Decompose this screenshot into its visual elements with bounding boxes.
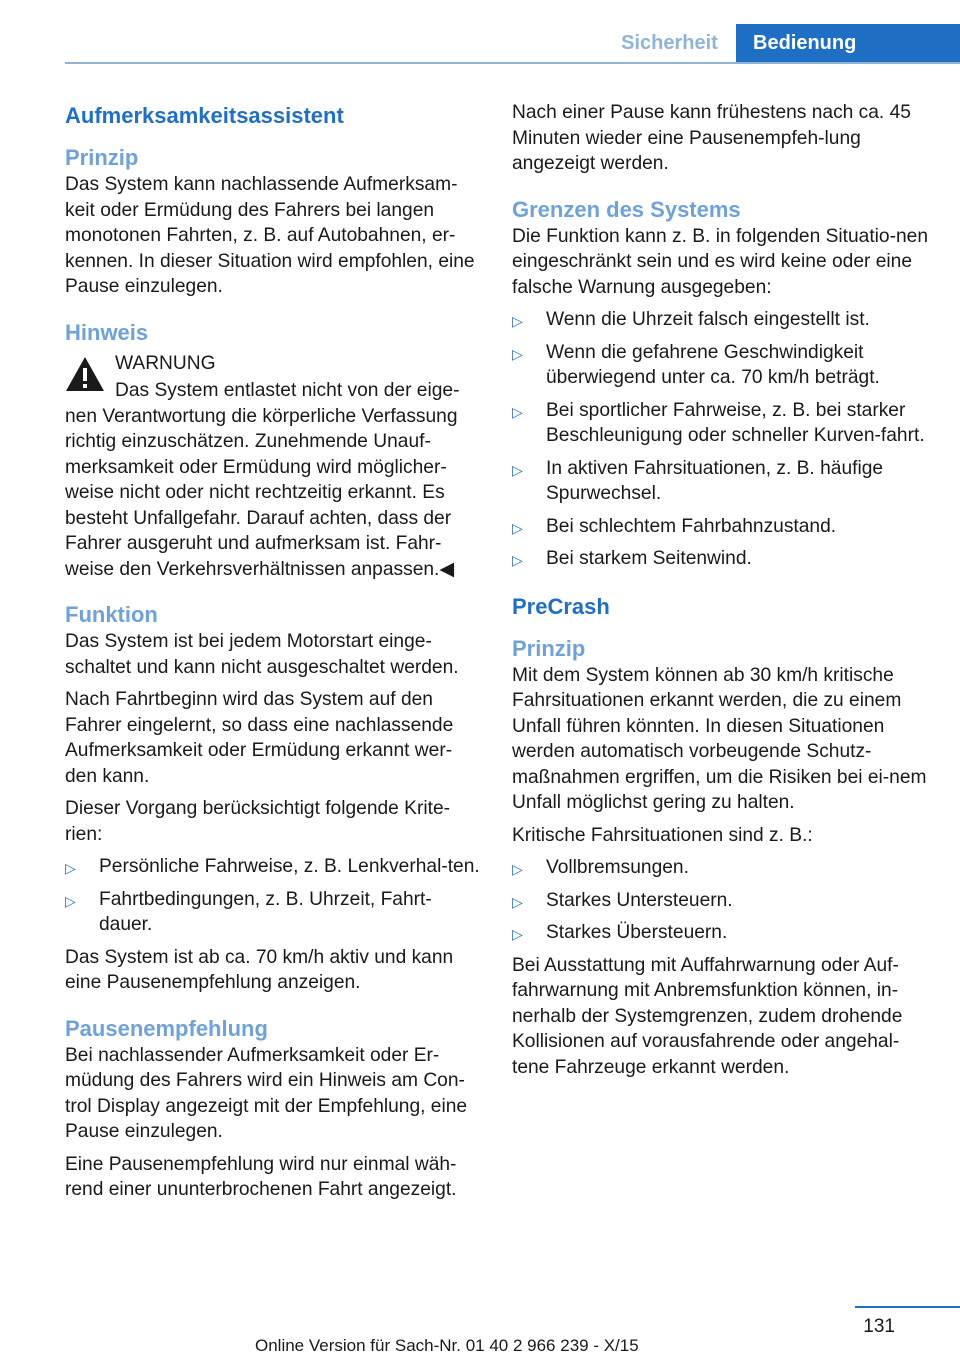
critical-list xyxy=(512,855,932,946)
subheading-prinzip: Prinzip xyxy=(65,145,139,170)
final-paragraph: Bei Ausstattung mit Auffahrwarnung oder Auf-fahrwarnung mit Anbremsfunktion können, in-nerhalb der Systemgrenzen, zudem drohende Kollisionen auf vorausfahrende oder angehal-tene Fahrzeuge erkannt werden. xyxy=(512,954,903,1078)
list-item: ▷ Bei sportlicher Fahrweise, z. B. bei starker Beschleunigung oder schneller Kurven-fahrt. xyxy=(512,399,925,446)
subheading-pausenempfehlung: Pausenempfehlung xyxy=(65,1015,268,1041)
header-rule xyxy=(65,62,960,64)
triangle-bullet-icon: ▷ xyxy=(512,461,523,478)
prinzip-paragraph: Das System kann nachlassende Aufmerksam-keit oder Ermüdung des Fahrers bei langen monotonen Fahrten, z. B. auf Autobahnen, er-kennen. In dieser Situation wird empfohlen, eine Pause einzulegen. xyxy=(65,174,475,297)
precrash-prinzip-paragraph: Mit dem System können ab 30 km/h kritische Fahrsituationen erkannt werden, die zu einem Unfall führen könnten. In diesen Situationen werden automatisch vorbeugende Schutz-maßnahmen ergriffen, um die Risiken bei ei-nem Unfall möglichst gering zu halten. xyxy=(512,664,927,813)
limits-list xyxy=(512,307,932,572)
subheading-grenzen: Grenzen des Systems xyxy=(512,196,741,222)
triangle-bullet-icon: ▷ xyxy=(512,926,523,942)
section-title-precrash: PreCrash xyxy=(512,593,610,619)
pause-paragraph-1: Bei nachlassender Aufmerksamkeit oder Er-müdung des Fahrers wird ein Hinweis am Con-trol Display angezeigt mit der Empfehlung, eine Pause einzulegen. xyxy=(65,1044,468,1142)
funktion-paragraph-4: Das System ist ab ca. 70 km/h aktiv und kann eine Pausenempfehlung anzeigen. xyxy=(65,946,454,993)
footer-rule xyxy=(855,1306,960,1308)
warning-text: nen Verantwortung die körperliche Verfassung richtig einzuschätzen. Zunehmende Unauf-merksamkeit oder Ermüdung wird möglicher-weise nicht oder nicht rechtzeitig erkannt. Es besteht Unfallgefahr. Darauf achten, dass der Fahrer ausgeruht und aufmerksam ist. Fahr-weise den Verkehrsverhältnissen anpassen.◀ xyxy=(65,405,458,580)
triangle-bullet-icon: ▷ xyxy=(65,860,76,876)
section-title-aufmerksamkeitsassistent: Aufmerksamkeitsassistent xyxy=(65,103,344,128)
triangle-bullet-icon: ▷ xyxy=(512,345,523,362)
list-item: ▷ Persönliche Fahrweise, z. B. Lenkverhal-ten. xyxy=(65,854,480,880)
warning-first-line: Das System entlastet nicht von der eige- xyxy=(115,380,460,401)
triangle-bullet-icon: ▷ xyxy=(512,552,523,568)
warning-block xyxy=(65,351,480,404)
triangle-bullet-icon: ▷ xyxy=(512,313,523,329)
page-number: 131 xyxy=(863,1316,895,1337)
triangle-bullet-icon: ▷ xyxy=(512,893,523,910)
warning-triangle-icon xyxy=(65,356,105,400)
grenzen-paragraph: Die Funktion kann z. B. in folgenden Situatio-nen eingeschränkt sein und es wird keine oder eine falsche Warnung ausgegeben: xyxy=(512,225,928,298)
subheading-prinzip-precrash: Prinzip xyxy=(512,635,586,661)
funktion-paragraph-3: Dieser Vorgang berücksichtigt folgende Krite-rien: xyxy=(65,798,451,845)
kritisch-paragraph: Kritische Fahrsituationen sind z. B.: xyxy=(512,824,813,846)
list-item: ▷ Starkes Untersteuern. xyxy=(512,888,932,914)
triangle-bullet-icon: ▷ xyxy=(65,892,76,909)
list-item: ▷ Bei schlechtem Fahrbahnzustand. xyxy=(512,514,932,540)
pause-paragraph-3: Nach einer Pause kann frühestens nach ca. 45 Minuten wieder eine Pausenempfeh-lung angezeigt werden. xyxy=(512,102,911,174)
right-column xyxy=(512,100,932,1087)
warning-label: WARNUNG xyxy=(115,352,216,374)
list-item: ▷ Bei starkem Seitenwind. xyxy=(512,546,932,572)
funktion-paragraph-1: Das System ist bei jedem Motorstart einge-schaltet und kann nicht ausgeschaltet werden. xyxy=(65,631,459,678)
triangle-bullet-icon: ▷ xyxy=(512,861,523,877)
tab-sicherheit[interactable]: Sicherheit xyxy=(621,32,718,54)
list-item: ▷ Wenn die gefahrene Geschwindigkeit überwiegend unter ca. 70 km/h beträgt. xyxy=(512,341,880,388)
left-column xyxy=(65,100,480,1210)
list-item: ▷ Wenn die Uhrzeit falsch eingestellt ist. xyxy=(512,307,932,333)
pause-paragraph-2: Eine Pausenempfehlung wird nur einmal wäh-rend einer ununterbrochenen Fahrt angezeigt. xyxy=(65,1153,457,1200)
subheading-hinweis: Hinweis xyxy=(65,319,149,345)
funktion-paragraph-2: Nach Fahrtbeginn wird das System auf den Fahrer eingelernt, so dass eine nachlassende Aufmerksamkeit oder Ermüdung erkannt wer-den kann. xyxy=(65,689,454,787)
list-item: ▷ Fahrtbedingungen, z. B. Uhrzeit, Fahrt-dauer. xyxy=(65,888,432,935)
triangle-bullet-icon: ▷ xyxy=(512,519,523,536)
list-item: ▷ Starkes Übersteuern. xyxy=(512,920,932,946)
list-item: ▷ Vollbremsungen. xyxy=(512,855,932,881)
criteria-list xyxy=(65,854,480,938)
list-item: ▷ In aktiven Fahrsituationen, z. B. häufige Spurwechsel. xyxy=(512,457,884,504)
subheading-funktion: Funktion xyxy=(65,602,158,627)
tab-bedienung[interactable]: Bedienung xyxy=(736,24,960,62)
triangle-bullet-icon: ▷ xyxy=(512,403,523,420)
online-version-note: Online Version für Sach-Nr. 01 40 2 966 239 - X/15 xyxy=(255,1336,639,1355)
